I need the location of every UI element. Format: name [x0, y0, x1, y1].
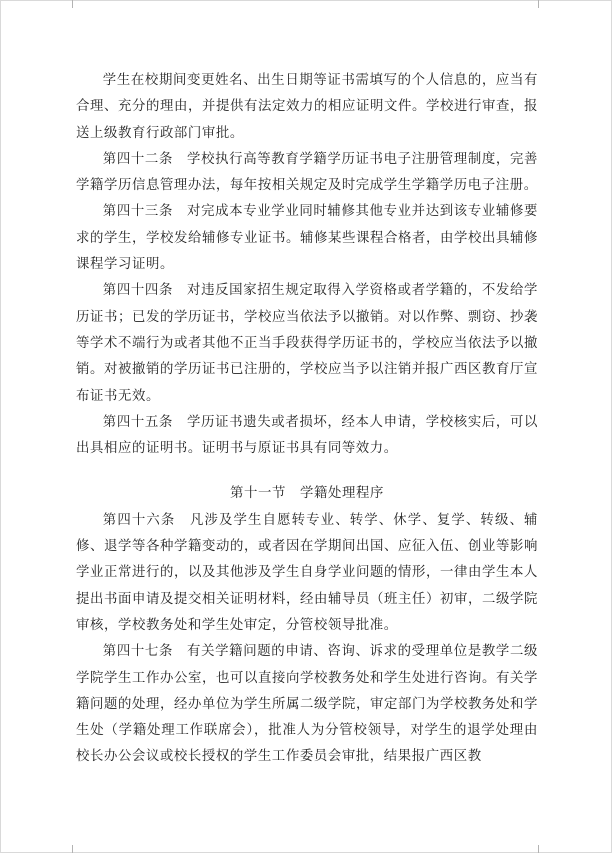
paragraph-article-46: 第四十六条 凡涉及学生自愿转专业、转学、休学、复学、转级、辅修、退学等各种学籍变动的，或者因在学期间出国、应征入伍、创业等影响学业正常进行的，以及其他涉及学生自身学业问题的情形，一律由学生本人提出书面申请及提交相关证明材料，经由辅导员（班主任）初审，二级学院审核，学校教务处和学生处审定，分管校领导批准。 — [76, 512, 538, 633]
crop-mark-bottom-right — [538, 845, 539, 853]
paragraph-name-change: 学生在校期间变更姓名、出生日期等证书需填写的个人信息的，应当有合理、充分的理由，并提供有法定效力的相应证明文件。学校进行审查，报送上级教育行政部门审批。 — [76, 73, 538, 141]
paragraph-article-45: 第四十五条 学历证书遗失或者损坏，经本人申请，学校核实后，可以出具相应的证明书。证明书与原证书具有同等效力。 — [76, 414, 538, 457]
crop-mark-top-left — [72, 0, 73, 8]
document-body — [76, 68, 538, 771]
section-title: 第十一节 学籍处理程序 — [230, 486, 384, 502]
crop-mark-top-right — [538, 0, 539, 8]
paragraph-article-42: 第四十二条 学校执行高等教育学籍学历证书电子注册管理制度，完善学籍学历信息管理办法，每年按相关规定及时完成学生学籍学历电子注册。 — [76, 151, 538, 194]
paragraph-article-43: 第四十三条 对完成本专业学业同时辅修其他专业并达到该专业辅修要求的学生，学校发给辅修专业证书。辅修某些课程合格者，由学校出具辅修课程学习证明。 — [76, 204, 538, 273]
crop-mark-bottom-left — [72, 845, 73, 853]
paragraph-article-47: 第四十七条 有关学籍问题的申请、咨询、诉求的受理单位是教学二级学院学生工作办公室，也可以直接向学校教务处和学生处进行咨询。有关学籍问题的处理，经办单位为学生所属二级学院，审定部门为学校教务处和学生处（学籍处理工作联席会），批准人为分管校领导，对学生的退学处理由校长办公会议或校长授权的学生工作委员会审批，结果报广西区教 — [76, 644, 538, 765]
paragraph-article-44: 第四十四条 对违反国家招生规定取得入学资格或者学籍的，不发给学历证书；已发的学历证书，学校应当依法予以撤销。对以作弊、剽窃、抄袭等学术不端行为或者其他不正当手段获得学历证书的，学校应当依法予以撤销。对被撤销的学历证书已注册的，学校应当予以注销并报广西区教育厅宣布证书无效。 — [76, 283, 538, 404]
